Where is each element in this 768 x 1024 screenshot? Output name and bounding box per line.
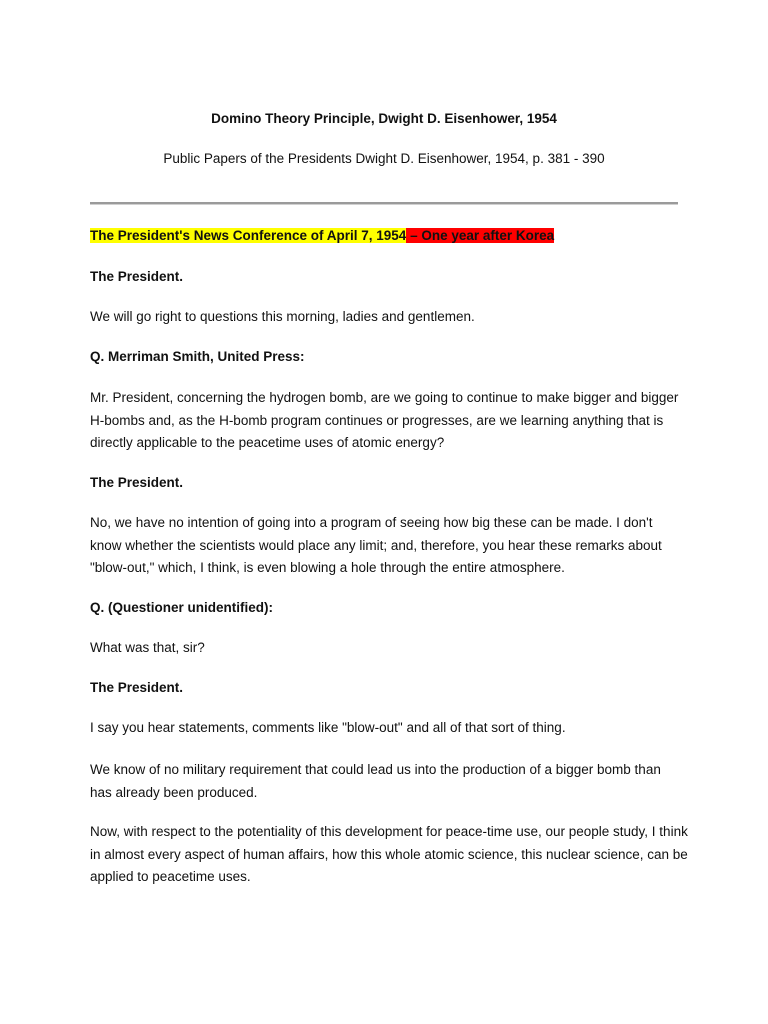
speaker-label: The President. <box>90 475 184 490</box>
document-subtitle: Public Papers of the Presidents Dwight D. Eisenhower, 1954, p. 381 - 390 <box>163 151 605 166</box>
speaker-label: The President. <box>90 269 184 284</box>
speaker-label: Q. Merriman Smith, United Press: <box>90 349 305 364</box>
paragraph: We know of no military requirement that could lead us into the production of a bigger bomb than has already been produced. <box>90 762 661 800</box>
speaker-label: The President. <box>90 680 184 695</box>
paragraph: No, we have no intention of going into a program of seeing how big these can be made. I don't know whether the scientists would place any limit; and, therefore, you hear these remarks about "blow-out," which, I think, is even blowing a hole through the entire atmosphere. <box>90 515 662 575</box>
section-heading <box>90 225 690 248</box>
heading-highlight-yellow: The President's News Conference of April 7, 1954 <box>90 228 407 243</box>
document-title: Domino Theory Principle, Dwight D. Eisenhower, 1954 <box>211 111 557 126</box>
heading-highlight-red: – One year after Korea <box>406 228 555 243</box>
paragraph: We will go right to questions this morning, ladies and gentlemen. <box>90 309 475 324</box>
paragraph: Mr. President, concerning the hydrogen bomb, are we going to continue to make bigger and bigger H-bombs and, as the H-bomb program continues or progresses, are we learning anything that is directly applicable to the peacetime uses of atomic energy? <box>90 390 679 450</box>
paragraph: Now, with respect to the potentiality of this development for peace-time use, our people study, I think in almost every aspect of human affairs, how this whole atomic science, this nuclear science, can be applied to peacetime uses. <box>90 824 688 884</box>
horizontal-rule <box>90 202 678 205</box>
paragraph: I say you hear statements, comments like "blow-out" and all of that sort of thing. <box>90 720 566 735</box>
paragraph: What was that, sir? <box>90 640 205 655</box>
speaker-label: Q. (Questioner unidentified): <box>90 600 273 615</box>
